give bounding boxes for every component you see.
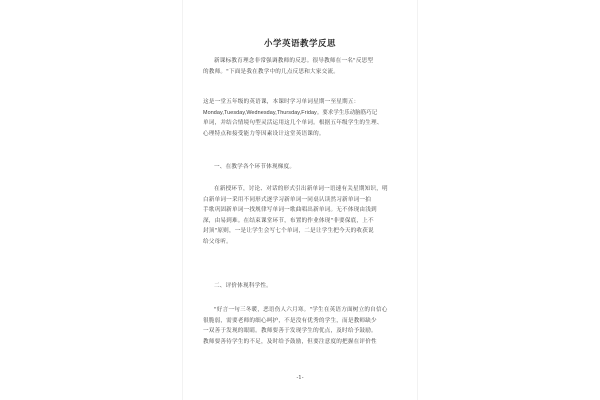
heading-line: 一、在教学各个环节体现梯度。 (214, 164, 296, 170)
document-page (183, 0, 417, 400)
paragraph-line: 一双善于发现的眼睛。教师要善于发现学生的优点，及时给予鼓励。 (203, 328, 377, 335)
paragraph-intro (203, 56, 399, 77)
paragraph-line: 手歌巩固新单词一找规律写单词一歌曲唱出新单词。无不体现由浅到 (203, 207, 377, 214)
paragraph-line: 给父母听。 (203, 238, 232, 245)
section-heading-1 (203, 162, 399, 173)
paragraph-line: 教师要善待学生的不足，及时给予鼓励，但要注意度的把握在评价性 (203, 338, 377, 345)
paragraph-line: 心理特点和接受能力等因素设计这堂英语课的。 (203, 130, 325, 137)
paragraph-line: "好言一句三冬暖，恶语伤人六月寒。"学生在英语方面树立的自信心 (214, 307, 388, 313)
section-heading-2 (203, 281, 399, 292)
paragraph-line: 很脆弱，需要老师的细心呵护，不是没有优秀的学生，而是教师缺少 (203, 317, 377, 324)
background-right (417, 0, 600, 400)
paragraph-line: 这是一堂五年级的英语课，本课时学习单词星期一至星期五： (203, 99, 360, 105)
paragraph-line: 白新单词一采用不同形式逐学习新单词一同桌认读然习新单词一拍 (203, 196, 372, 203)
paragraph-body-2 (203, 305, 399, 347)
paragraph-line: 在新授环节，讨论、对话的形式引出新单词一语速有关星期知识，明 (214, 186, 388, 192)
paragraph-line: 封顶"原则，一是让学生会写七个单词，二是让学生把今天的收获说 (203, 228, 374, 235)
paragraph-line: 新课标教育理念非常强调教师的反思。很导教师在一名"反思型 (214, 58, 374, 64)
document-title: 小学英语教学反思 (263, 39, 336, 49)
heading-line: 二、评价体现科学性。 (214, 283, 272, 289)
paragraph-body-1 (203, 184, 399, 248)
paragraph-lesson (203, 97, 399, 139)
paragraph-line: 单词，并结合情境句型灵活运用这几个单词。根据五年级学生的生理、 (203, 120, 383, 127)
background-left (0, 0, 183, 400)
paragraph-line: 深，由易到难。在结束课堂环节，布置的作业体现"非要保底，上不 (203, 217, 374, 224)
page-number: -1- (296, 375, 304, 381)
paragraph-line: 的教师。"下面是我在教学中的几点反思和大家交流。 (203, 68, 340, 75)
paragraph-line: Monday,Tuesday,Wednesday,Thursday,Friday。要求学生乐动脑筋巧记 (203, 109, 378, 116)
